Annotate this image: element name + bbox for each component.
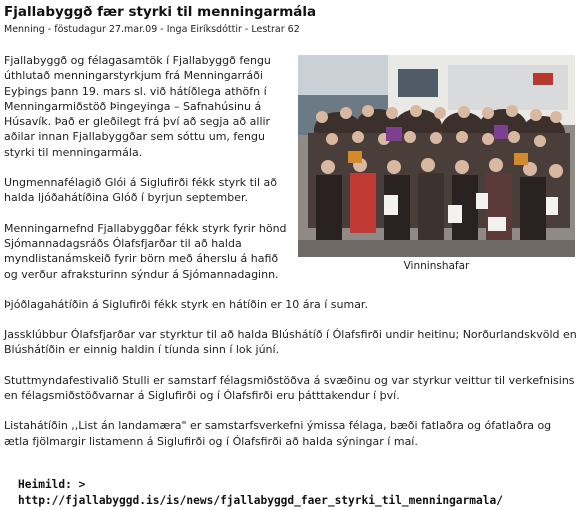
paragraph-menningarnefnd: Menningarnefnd Fjallabyggðar fékk styrk fyrir hönd Sjómannadagsráðs Ólafsfjarðar til að halda myndlistanámskeið fyrir börn með áherslu á hafið og verður afraksturinn sýndur á Sjómannadaginn.	[4, 221, 287, 281]
group-photo	[298, 55, 575, 257]
paragraph-intro: Fjallabyggð og félagasamtök í Fjallabyggð fengu úthlutað menningarstyrkjum frá Menningarráði Eyþings þann 19. mars sl. við hátíðlega athöfn í Menningarmiðstöð Þingeyinga – Safnahúsinu á Húsavík. Það er gleðilegt frá því að segja að allir aðilar innan Fjallabyggðar sem sóttu um, fengu styrki til menningarmála.	[4, 54, 271, 159]
source-link[interactable]: http://fjallabyggd.is/is/news/fjallabyggd_faer_styrki_til_menningarmala/	[18, 494, 503, 507]
paragraph-thjodlagahatid: Þjóðlagahátíðin á Siglufirði fékk styrk en hátíðin er 10 ára í sumar.	[4, 297, 368, 311]
photo-caption: Vinninshafar	[403, 260, 470, 272]
group-photo-image	[298, 55, 575, 257]
article-body	[4, 53, 579, 449]
paragraph-gloi: Ungmennafélagið Glói á Siglufirði fékk styrk til að halda ljóðahátíðina Glóð í byrjun september.	[4, 176, 277, 205]
paragraph-jassklubbur: Jassklúbbur Ólafsfjarðar var styrktur til að halda Blúshátíð í Ólafsfirði undir heitinu; Norðurlandskvöld en Blúshátíðin er einnig haldin í tíunda sinn í lok júní.	[4, 328, 577, 357]
photo-figure	[298, 55, 575, 273]
paragraph-stulli: Stuttmyndafestivalið Stulli er samstarf félagsmiðstöðva á svæðinu og var styrkur veittur til verkefnisins en félagsmiðstöðvarnar á Siglufirði og í Ólafsfirði eru þátttakendur í því.	[4, 373, 575, 403]
source-citation	[18, 477, 503, 509]
article-meta: Menning - föstudagur 27.mar.09 - Inga Eiríksdóttir - Lestrar 62	[4, 24, 300, 35]
source-label: Heimild: >	[18, 478, 86, 491]
article-title: Fjallabyggð fær styrki til menningarmála	[4, 4, 317, 20]
paragraph-listahatid: Listahátíðin ,,List án landamæra" er samstarfsverkefni ýmissa félaga, bæði fatlaðra og ófatlaðra og ætla fjölmargir listamenn á Siglufirði og í Ólafsfirði að halda sýningar í maí.	[4, 419, 552, 448]
article	[4, 3, 579, 464]
